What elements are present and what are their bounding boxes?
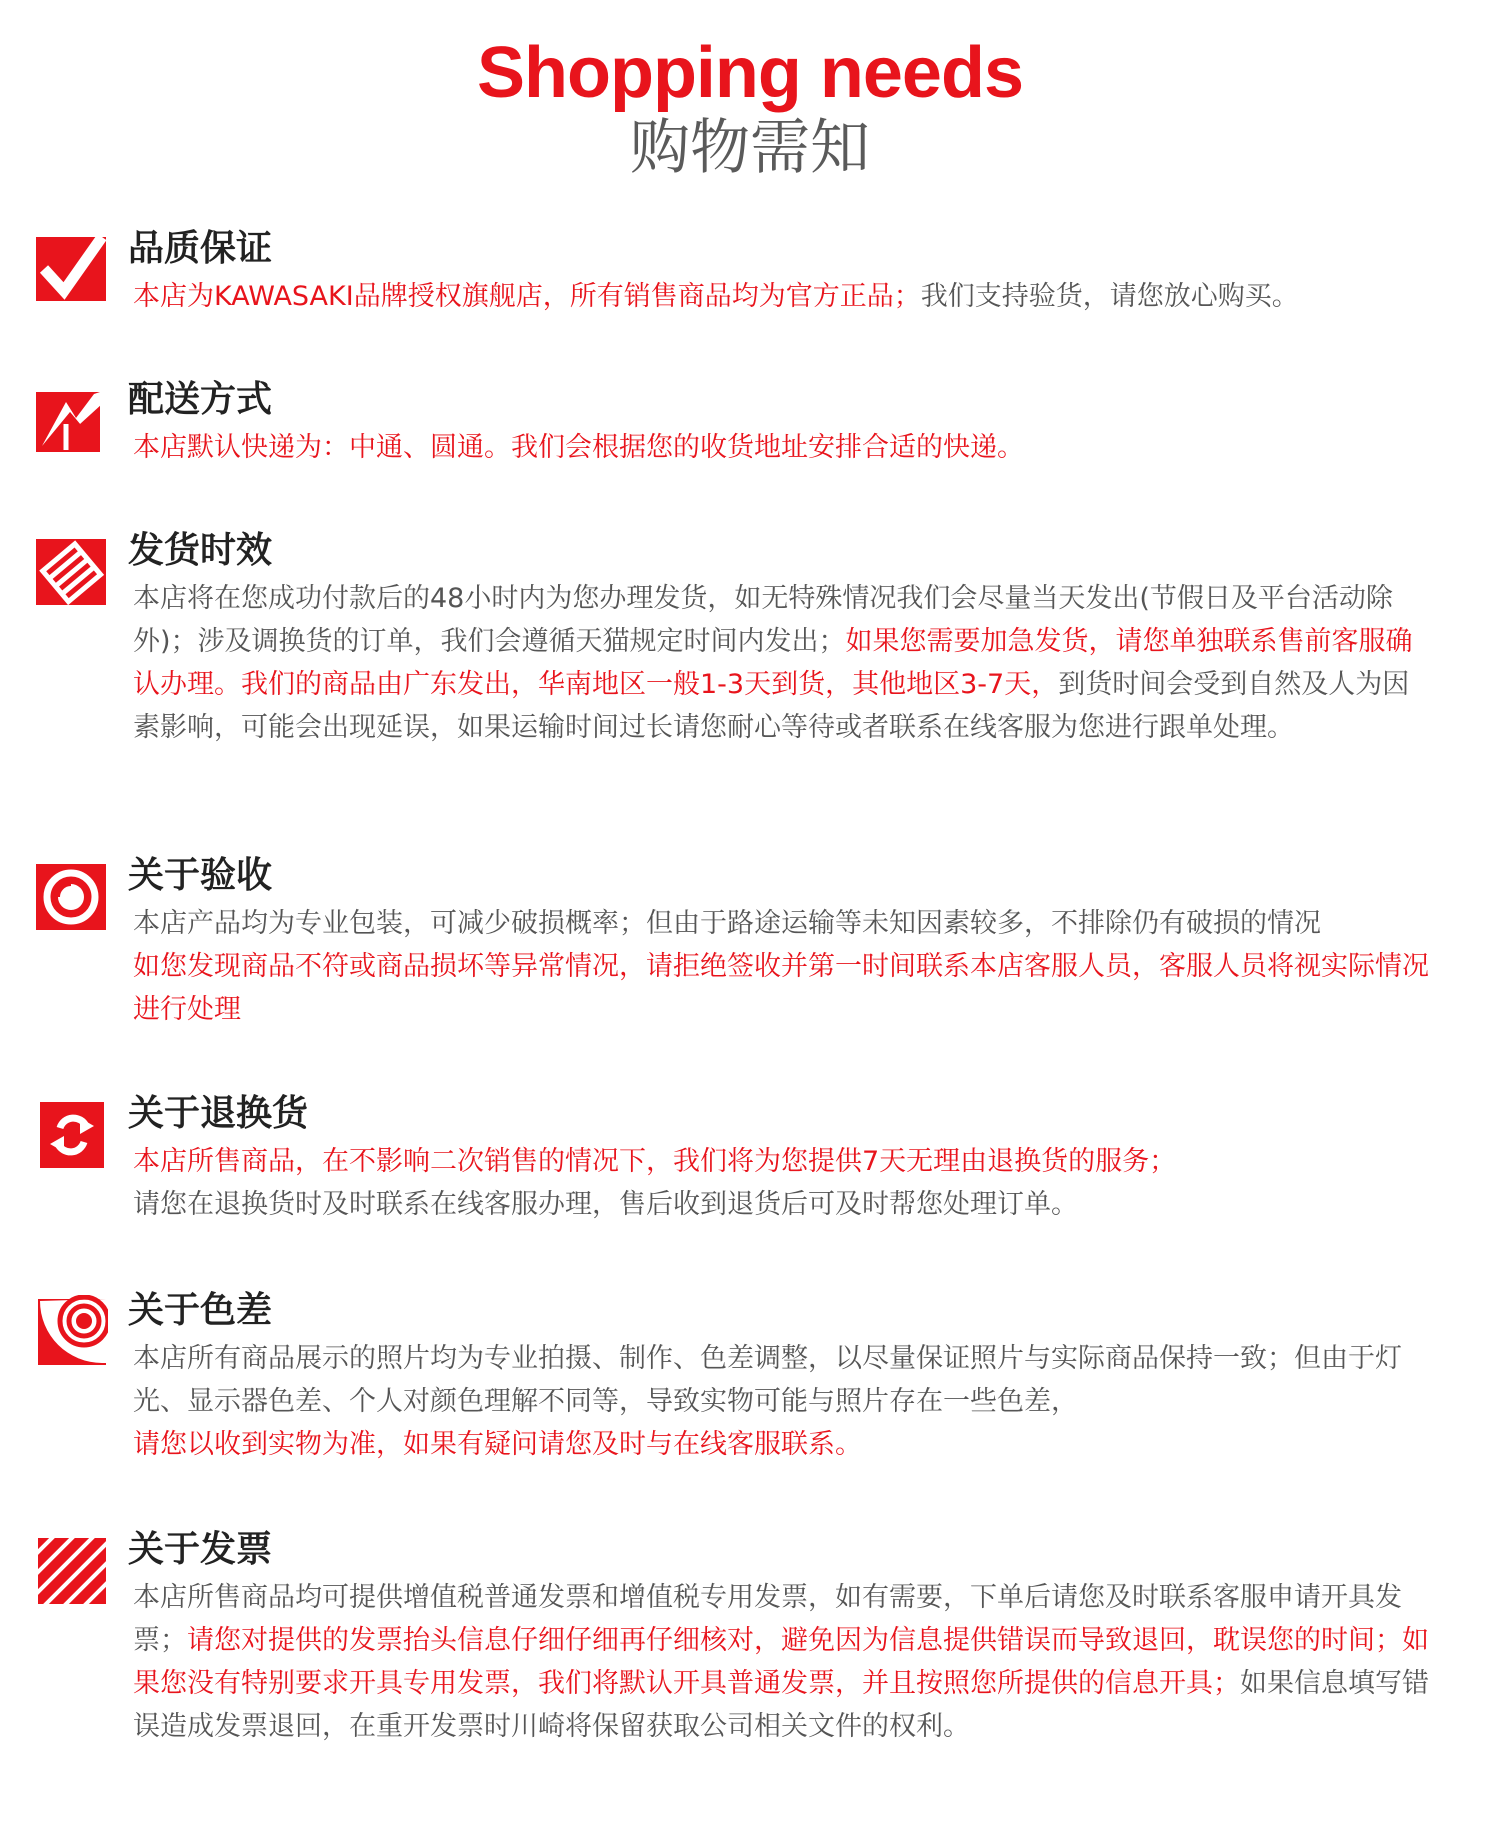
body-text-grey: 请您在退换货时及时联系在线客服办理，售后收到退货后可及时帮您处理订单。 [133,1189,1078,1220]
body-text-grey: 本店所有商品展示的照片均为专业拍摄、制作、色差调整，以尽量保证照片与实际商品保持一致；但由于灯光、显示器色差、个人对颜色理解不同等，导致实物可能与照片存在一些色差， [133,1343,1402,1417]
inspection-circle-icon [36,860,108,932]
delivery-arrow-icon [36,384,108,456]
section-body [133,1576,1433,1748]
body-text-grey: 本店将在您成功付款后的48小时内为您办理发货，如无特殊情况我们会尽量当天发出(节假日及平台活动除外)；涉及调换货的订单，我们会遵循天猫规定时间内发出； [133,583,1393,657]
body-text-grey: 如果信息填写错误造成发票退回，在重开发票时川崎将保留获取公司相关文件的权利。 [133,1668,1429,1742]
section-title: 配送方式 [128,379,273,420]
section-title: 品质保证 [128,228,273,269]
page-header [0,30,1500,184]
section-title: 发货时效 [128,530,273,571]
section-body [133,1337,1433,1466]
body-text-red: 如您发现商品不符或商品损坏等异常情况，请拒绝签收并第一时间联系本店客服人员，客服人员将视实际情况进行处理 [133,951,1429,1025]
section-title: 关于退换货 [128,1093,309,1134]
body-text-red: 请您对提供的发票抬头信息仔细仔细再仔细核对，避免因为信息提供错误而导致退回，耽误您的时间；如果您没有特别要求开具专用发票，我们将默认开具普通发票，并且按照您所提供的信息开具； [133,1625,1429,1699]
body-text-red: 本店所售商品，在不影响二次销售的情况下，我们将为您提供7天无理由退换货的服务； [133,1146,1177,1177]
section-title: 关于发票 [128,1529,273,1570]
section-body [133,1140,1433,1226]
checkmark-icon [36,233,108,305]
body-text-red: 本店为KAWASAKI品牌授权旗舰店，所有销售商品均为官方正品； [133,281,921,312]
invoice-stripes-icon [36,1534,108,1606]
body-text-grey: 到货时间会受到自然及人为因素影响，可能会出现延误，如果运输时间过长请您耐心等待或者联系在线客服为您进行跟单处理。 [133,669,1410,743]
body-text-red: 本店默认快递为：中通、圆通。我们会根据您的收货地址安排合适的快递。 [133,432,1024,463]
body-text-red: 如果您需要加急发货，请您单独联系售前客服确认办理。我们的商品由广东发出，华南地区一般1-3天到货，其他地区3-7天， [133,626,1413,700]
section-body [133,902,1433,1031]
body-text-grey: 我们支持验货，请您放心购买。 [920,281,1299,312]
body-text-grey: 本店产品均为专业包装，可减少破损概率；但由于路途运输等未知因素较多，不排除仍有破损的情况 [133,908,1321,939]
section-body [133,275,1433,318]
exchange-arrows-icon [36,1098,108,1170]
section-title: 关于验收 [128,855,273,896]
page-title-zh: 购物需知 [630,113,870,183]
section-body [133,426,1433,469]
section-title: 关于色差 [128,1290,273,1331]
section-body [133,577,1433,749]
body-text-grey: 本店所售商品均可提供增值税普通发票和增值税专用发票，如有需要，下单后请您及时联系客服申请开具发票； [133,1582,1402,1656]
page-title-en: Shopping needs [476,33,1023,113]
body-text-red: 请您以收到实物为准，如果有疑问请您及时与在线客服联系。 [133,1429,862,1460]
package-stack-icon [36,535,108,607]
color-rings-icon [36,1295,108,1367]
